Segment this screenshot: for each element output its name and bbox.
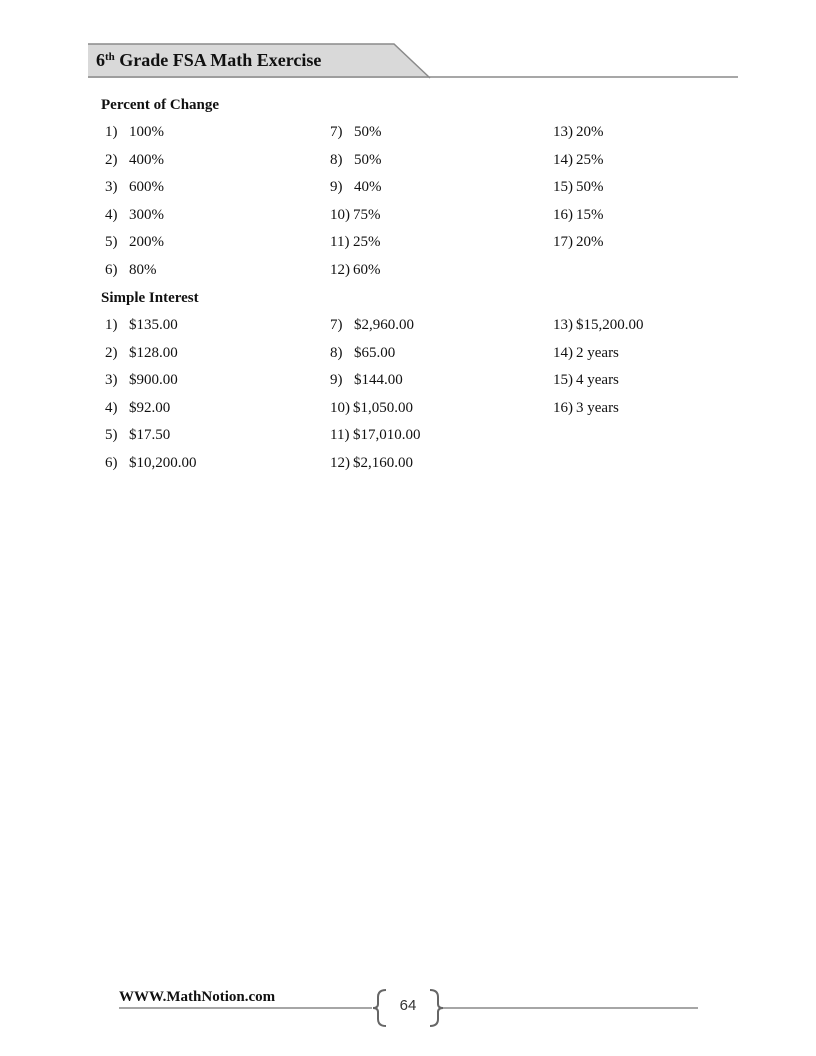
answer-number: 6) [105,262,118,278]
answer-item [330,152,382,169]
answer-item [105,400,170,417]
answer-value: $92.00 [129,399,171,416]
answer-number: 8) [330,151,343,168]
answer-number: 1) [105,317,118,333]
answer-number: 7) [330,317,343,333]
answer-value: 50% [576,179,604,196]
answer-value: 25% [353,234,381,251]
header-banner [0,0,816,90]
answer-value: 50% [354,151,382,168]
answer-item [553,372,619,389]
answer-value: $1,050.00 [353,399,413,416]
page-title: 6th Grade FSA Math Exercise [96,50,322,70]
answer-value: 60% [353,262,381,278]
section-heading-simple-interest: Simple Interest [101,290,199,306]
answer-item [330,179,382,196]
answer-item [105,345,178,362]
answer-item [330,124,382,141]
answer-number: 11) [330,427,350,444]
answer-number: 14) [553,151,573,168]
answer-value: $900.00 [129,372,178,389]
answer-item [105,262,157,279]
answer-value: 400% [129,151,164,168]
answer-value: $15,200.00 [576,317,644,333]
answer-value: 3 years [576,399,619,416]
answer-item [105,207,164,224]
answer-item [105,234,164,251]
answer-item [105,455,197,472]
answer-item [105,317,178,334]
answer-item [105,152,164,169]
answer-value: 80% [129,262,157,278]
answer-value: 100% [129,124,164,140]
section-heading-percent-of-change: Percent of Change [101,97,220,113]
answer-item [553,152,604,169]
answer-item [105,124,164,141]
title-superscript: th [105,51,115,63]
answer-number: 12) [330,262,350,278]
answer-number: 9) [330,179,343,196]
page-number: 64 [399,997,417,1014]
answer-number: 2) [105,344,118,361]
answer-item [553,207,604,224]
right-brace-icon [430,990,443,1026]
answer-number: 3) [105,372,118,389]
answer-number: 6) [105,455,118,471]
answer-value: $65.00 [354,344,396,361]
answer-value: 25% [576,151,604,168]
answer-item [330,262,381,279]
answer-number: 1) [105,124,118,140]
answer-value: 2 years [576,344,619,361]
answer-value: $10,200.00 [129,455,197,471]
answer-value: 75% [353,206,381,223]
answer-value: $2,160.00 [353,455,413,471]
answer-item [330,317,414,334]
answer-number: 5) [105,427,118,444]
answer-value: 300% [129,206,164,223]
answer-number: 3) [105,179,118,196]
answer-number: 14) [553,344,573,361]
answer-value: 40% [354,179,382,196]
answer-number: 10) [330,206,350,223]
answer-number: 7) [330,124,343,140]
footer-website: WWW.MathNotion.com [119,989,276,1005]
answer-value: 50% [354,124,382,140]
answer-item [553,317,644,334]
answer-number: 15) [553,179,573,196]
answer-value: $17,010.00 [353,427,421,444]
answer-item [105,372,178,389]
answer-value: $144.00 [354,372,403,389]
answer-item [553,345,619,362]
answer-item [330,427,421,444]
answer-item [330,234,381,251]
answer-item [105,179,164,196]
answer-value: 200% [129,234,164,251]
answer-number: 8) [330,344,343,361]
answer-value: 20% [576,124,604,140]
answer-item [330,345,395,362]
answer-value: $17.50 [129,427,171,444]
answer-number: 16) [553,206,573,223]
answer-number: 4) [105,206,118,223]
answer-number: 17) [553,234,573,251]
answer-number: 16) [553,399,573,416]
left-brace-icon [373,990,386,1026]
answer-item [553,124,604,141]
answer-number: 15) [553,372,573,389]
answer-number: 13) [553,317,573,333]
answer-number: 2) [105,151,118,168]
answer-number: 4) [105,399,118,416]
answer-value: $135.00 [129,317,178,333]
answer-value: 600% [129,179,164,196]
answer-value: $128.00 [129,344,178,361]
answer-item [553,400,619,417]
answer-number: 5) [105,234,118,251]
answer-value: $2,960.00 [354,317,414,333]
answer-value: 15% [576,206,604,223]
answer-item [553,179,604,196]
answer-item [330,400,413,417]
answer-number: 10) [330,399,350,416]
answer-item [330,207,381,224]
answer-value: 4 years [576,372,619,389]
answer-value: 20% [576,234,604,251]
answer-item [330,455,413,472]
answer-number: 13) [553,124,573,140]
answer-number: 11) [330,234,350,251]
answer-number: 12) [330,455,350,471]
answer-item [330,372,403,389]
answer-number: 9) [330,372,343,389]
answer-item [553,234,604,251]
answer-item [105,427,170,444]
